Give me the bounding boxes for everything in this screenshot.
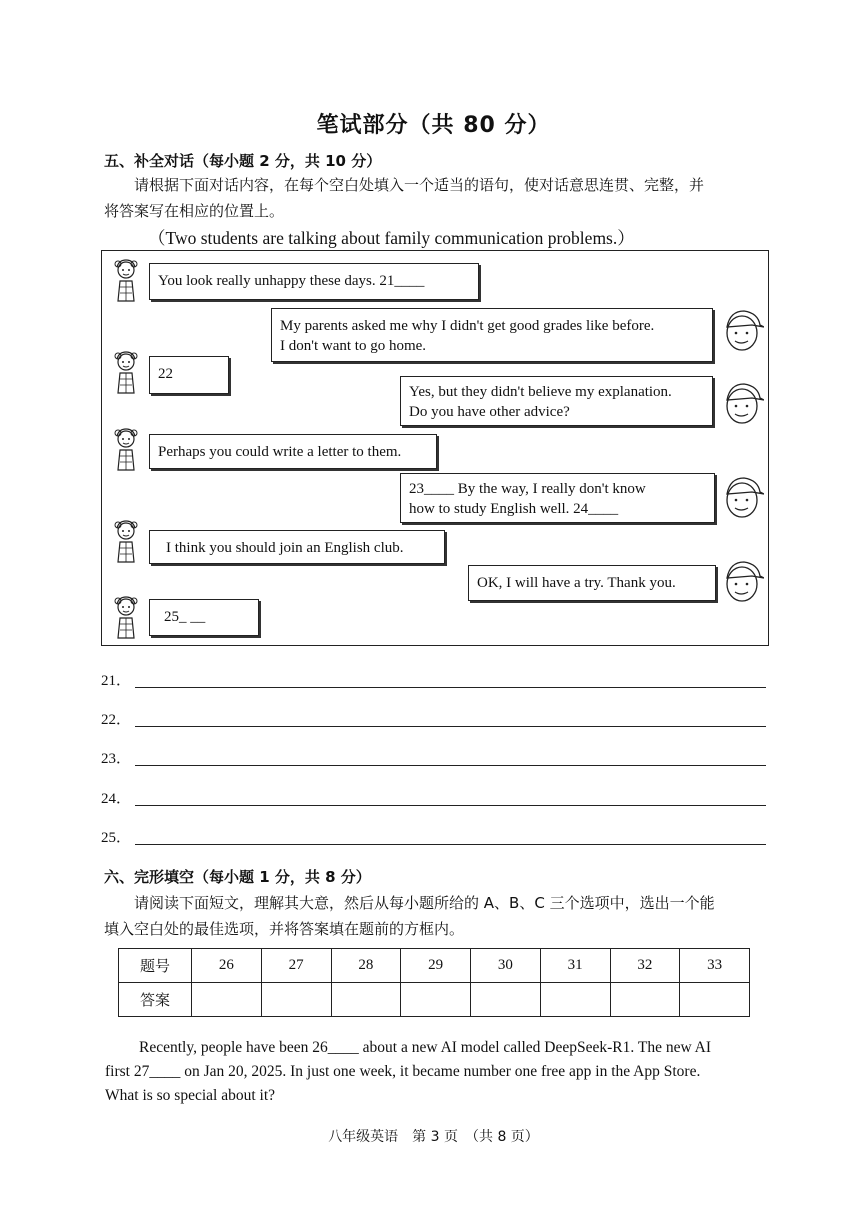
boy-face-icon <box>722 556 764 604</box>
answer-line-23[interactable] <box>101 746 766 770</box>
answer-line-25[interactable] <box>101 825 766 849</box>
dialogue-bubble: 25_ __ <box>149 599 259 636</box>
dialogue-context: （Two students are talking about family communication problems.） <box>148 228 635 248</box>
table-header-cell: 题号 <box>119 949 192 983</box>
girl-figure-icon <box>110 426 142 472</box>
passage-line: What is so special about it? <box>105 1087 276 1104</box>
boy-face-icon <box>722 378 764 426</box>
answer-number: 22． <box>101 712 132 728</box>
table-header-cell: 答案 <box>119 983 192 1017</box>
answer-line-21[interactable] <box>101 668 766 692</box>
question-number-cell: 33 <box>680 949 750 983</box>
question-number-cell: 26 <box>192 949 262 983</box>
table-row <box>119 983 750 1017</box>
bubble-line: Do you have other advice? <box>409 404 570 420</box>
dialogue-bubble: OK, I will have a try. Thank you. <box>468 565 716 601</box>
answer-line-24[interactable] <box>101 786 766 810</box>
page-footer: 八年级英语 第 3 页 （共 8 页） <box>328 1129 539 1145</box>
answer-cell[interactable] <box>610 983 680 1017</box>
section6-heading: 六、完形填空（每小题 1 分，共 8 分） <box>104 868 371 886</box>
table-row <box>119 949 750 983</box>
section5-heading: 五、补全对话（每小题 2 分，共 10 分） <box>104 152 382 170</box>
question-number-cell: 31 <box>540 949 610 983</box>
girl-figure-icon <box>110 518 142 564</box>
page-title: 笔试部分（共 80 分） <box>316 113 551 138</box>
answer-cell[interactable] <box>540 983 610 1017</box>
dialogue-bubble: 22 <box>149 356 229 394</box>
dialogue-bubble: Perhaps you could write a letter to them. <box>149 434 437 469</box>
question-number-cell: 28 <box>331 949 401 983</box>
boy-face-icon <box>722 305 764 353</box>
dialogue-bubble <box>400 473 715 523</box>
question-number-cell: 32 <box>610 949 680 983</box>
cloze-passage <box>105 1036 770 1108</box>
instruction-line: 请阅读下面短文，理解其大意，然后从每小题所给的 A、B、C 三个选项中，选出一个能 <box>134 894 715 912</box>
passage-line: first 27____ on Jan 20, 2025. In just one week, it became number one free app in the App Store. <box>105 1063 701 1080</box>
instruction-line: 请根据下面对话内容，在每个空白处填入一个适当的语句，使对话意思连贯、完整，并 <box>134 176 705 194</box>
question-number-cell: 29 <box>401 949 471 983</box>
answer-number: 25． <box>101 830 132 846</box>
answer-number: 23． <box>101 751 132 767</box>
answer-cell[interactable] <box>261 983 331 1017</box>
answer-cell[interactable] <box>471 983 541 1017</box>
bubble-line: I don't want to go home. <box>280 338 427 354</box>
bubble-line: 23____ By the way, I really don't know <box>409 481 646 497</box>
passage-line: Recently, people have been 26____ about a new AI model called DeepSeek-R1. The new AI <box>139 1039 712 1056</box>
dialogue-bubble <box>400 376 713 426</box>
girl-figure-icon <box>110 594 142 640</box>
bubble-line: My parents asked me why I didn't get good grades like before. <box>280 318 655 334</box>
answer-table <box>118 948 750 1017</box>
boy-face-icon <box>722 472 764 520</box>
answer-cell[interactable] <box>401 983 471 1017</box>
instruction-line: 填入空白处的最佳选项，并将答案填在题前的方框内。 <box>104 920 465 938</box>
dialogue-bubble: I think you should join an English club. <box>149 530 445 564</box>
answer-number: 24． <box>101 791 132 807</box>
dialogue-bubble: You look really unhappy these days. 21____ <box>149 263 479 300</box>
dialogue-bubble <box>271 308 713 362</box>
question-number-cell: 30 <box>471 949 541 983</box>
answer-cell[interactable] <box>331 983 401 1017</box>
bubble-line: Yes, but they didn't believe my explanation. <box>409 384 672 400</box>
question-number-cell: 27 <box>261 949 331 983</box>
answer-cell[interactable] <box>680 983 750 1017</box>
section6-instruction <box>104 890 784 942</box>
bubble-line: how to study English well. 24____ <box>409 501 619 517</box>
section5-instruction <box>104 172 784 224</box>
answer-cell[interactable] <box>192 983 262 1017</box>
answer-number: 21． <box>101 673 132 689</box>
girl-figure-icon <box>110 349 142 395</box>
girl-figure-icon <box>110 257 142 303</box>
instruction-line: 将答案写在相应的位置上。 <box>104 202 285 220</box>
answer-line-22[interactable] <box>101 707 766 731</box>
